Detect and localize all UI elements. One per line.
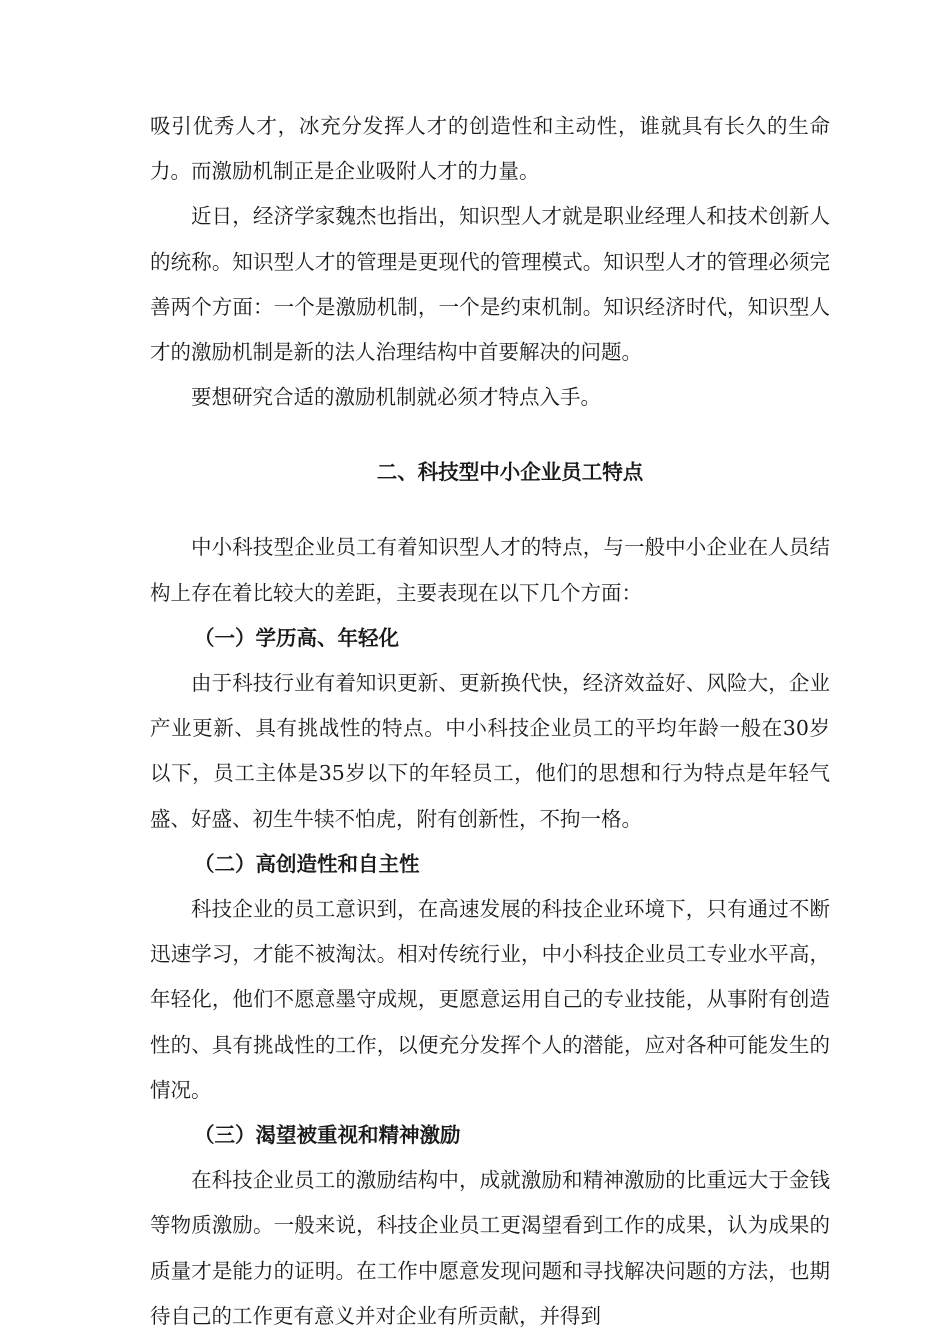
subsection-title-2: （二）高创造性和自主性 xyxy=(194,851,420,876)
subsection-title-3: （三）渴望被重视和精神激励 xyxy=(194,1123,461,1148)
paragraph-section-intro: 中小科技型企业员工有着知识型人才的特点，与一般中小企业在人员结构上存在着比较大的差距，主要表现在以下几个方面： xyxy=(150,535,830,605)
paragraph-weijie: 近日，经济学家魏杰也指出，知识型人才就是职业经理人和技术创新人的统称。知识型人才的管理是更现代的管理模式。知识型人才的管理必须完善两个方面：一个是激励机制，一个是约束机制。知识经济时代，知识型人才的激励机制是新的法人治理结构中首要解决的问题。 xyxy=(150,204,830,365)
subsection-body-1: 由于科技行业有着知识更新、更新换代快，经济效益好、风险大，企业产业更新、具有挑战性的特点。中小科技企业员工的平均年龄一般在30岁以下，员工主体是35岁以下的年轻员工，他们的思想和行为特点是年轻气盛、好盛、初生牛犊不怕虎，附有创新性，不拘一格。 xyxy=(150,671,830,831)
subsection-body-3: 在科技企业员工的激励结构中，成就激励和精神激励的比重远大于金钱等物质激励。一般来说，科技企业员工更渴望看到工作的成果，认为成果的质量才是能力的证明。在工作中愿意发现问题和寻找解决问题的方法，也期待自己的工作更有意义并对企业有所贡献，并得到 xyxy=(150,1168,830,1328)
subsection-title-1: （一）学历高、年轻化 xyxy=(194,625,399,650)
subsection-body-2: 科技企业的员工意识到，在高速发展的科技企业环境下，只有通过不断迅速学习，才能不被淘汰。相对传统行业，中小科技企业员工专业水平高，年轻化，他们不愿意墨守成规，更愿意运用自己的专业技能，从事附有创造性的、具有挑战性的工作，以便充分发挥个人的潜能，应对各种可能发生的情况。 xyxy=(150,897,830,1102)
section-title: 二、科技型中小企业员工特点 xyxy=(376,460,644,485)
paragraph-continuation: 吸引优秀人才，冰充分发挥人才的创造性和主动性，谁就具有长久的生命力。而激励机制正是企业吸附人才的力量。 xyxy=(150,114,830,184)
document-page xyxy=(150,104,830,1339)
paragraph-research-approach: 要想研究合适的激励机制就必须才特点入手。 xyxy=(191,385,601,410)
